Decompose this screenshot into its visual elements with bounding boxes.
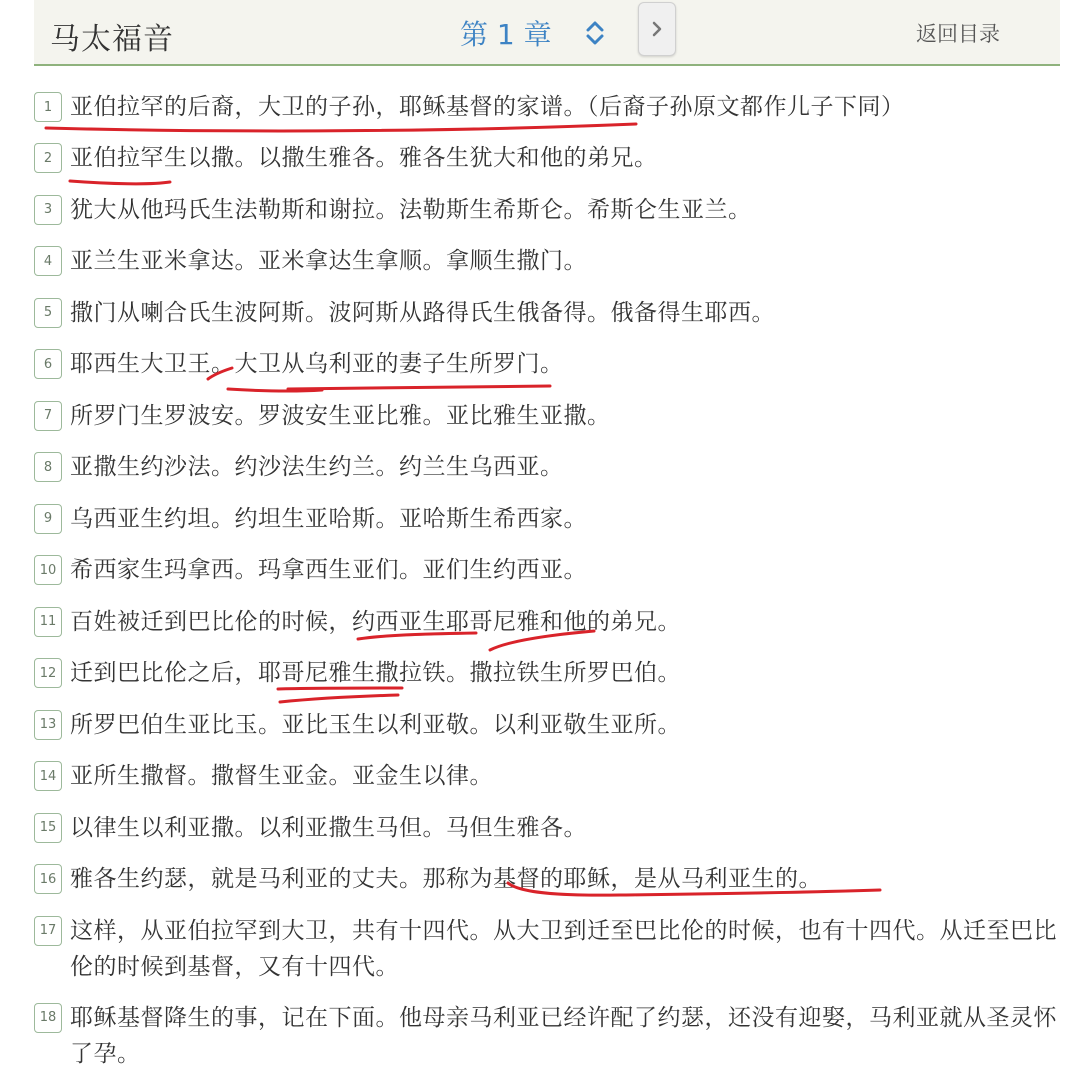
verse-row bbox=[34, 391, 1060, 443]
verse-text: 这样，从亚伯拉罕到大卫，共有十四代。从大卫到迁至巴比伦的时候，也有十四代。从迁至巴比伦的时候到基督，又有十四代。 bbox=[70, 917, 1057, 980]
return-to-contents-link[interactable]: 返回目录 bbox=[916, 22, 1000, 46]
verse-number[interactable]: 11 bbox=[34, 607, 62, 637]
verse-row bbox=[34, 803, 1060, 855]
verse-row bbox=[34, 545, 1060, 597]
verse-number[interactable]: 15 bbox=[34, 813, 62, 843]
verse-text: 亚兰生亚米拿达。亚米拿达生拿顺。拿顺生撒门。 bbox=[70, 248, 587, 274]
verse-number[interactable]: 1 bbox=[34, 92, 62, 122]
verse-text: 所罗门生罗波安。罗波安生亚比雅。亚比雅生亚撒。 bbox=[70, 402, 611, 429]
verse-text: 耶西生大卫王。大卫从乌利亚的妻子生所罗门。 bbox=[70, 351, 564, 377]
verse-row bbox=[34, 494, 1060, 546]
verse-number[interactable]: 8 bbox=[34, 452, 62, 482]
verse-number[interactable]: 18 bbox=[34, 1003, 62, 1033]
verse-number[interactable]: 14 bbox=[34, 761, 62, 791]
verse-row bbox=[34, 597, 1060, 649]
verse-row bbox=[34, 339, 1060, 391]
verse-number[interactable]: 13 bbox=[34, 710, 62, 740]
chevron-up-down-icon bbox=[584, 18, 606, 48]
verse-row bbox=[34, 288, 1060, 340]
verse-text: 耶稣基督降生的事，记在下面。他母亲马利亚已经许配了约瑟，还没有迎娶，马利亚就从圣灵怀了孕。 bbox=[70, 1004, 1057, 1067]
verse-text: 犹大从他玛氏生法勒斯和谢拉。法勒斯生希斯仑。希斯仑生亚兰。 bbox=[70, 196, 752, 223]
verse-number[interactable]: 6 bbox=[34, 349, 62, 379]
verse-text: 雅各生约瑟，就是马利亚的丈夫。那称为基督的耶稣，是从马利亚生的。 bbox=[70, 866, 822, 892]
verse-number[interactable]: 17 bbox=[34, 916, 62, 946]
verse-row bbox=[34, 133, 1060, 185]
chapter-label: 第 1 章 bbox=[460, 18, 552, 51]
verse-number[interactable]: 5 bbox=[34, 298, 62, 328]
verse-number[interactable]: 4 bbox=[34, 246, 62, 276]
verse-row bbox=[34, 751, 1060, 803]
verse-text: 迁到巴比伦之后，耶哥尼雅生撒拉铁。撒拉铁生所罗巴伯。 bbox=[70, 660, 681, 686]
chapter-selector[interactable] bbox=[460, 16, 606, 50]
verse-row bbox=[34, 236, 1060, 288]
verse-number[interactable]: 2 bbox=[34, 143, 62, 173]
verse-text: 百姓被迁到巴比伦的时候，约西亚生耶哥尼雅和他的弟兄。 bbox=[70, 608, 681, 635]
verse-text: 撒门从喇合氏生波阿斯。波阿斯从路得氏生俄备得。俄备得生耶西。 bbox=[70, 299, 775, 326]
verse-row bbox=[34, 185, 1060, 237]
verse-text: 亚撒生约沙法。约沙法生约兰。约兰生乌西亚。 bbox=[70, 454, 564, 480]
verse-text: 希西家生玛拿西。玛拿西生亚们。亚们生约西亚。 bbox=[70, 557, 587, 583]
verse-number[interactable]: 7 bbox=[34, 401, 62, 431]
verse-row bbox=[34, 82, 1060, 133]
verse-row bbox=[34, 700, 1060, 752]
verse-text: 所罗巴伯生亚比玉。亚比玉生以利亚敬。以利亚敬生亚所。 bbox=[70, 711, 681, 738]
next-chapter-button[interactable] bbox=[638, 2, 676, 56]
verse-number[interactable]: 10 bbox=[34, 555, 62, 585]
verse-number[interactable]: 16 bbox=[34, 864, 62, 894]
verse-number[interactable]: 3 bbox=[34, 195, 62, 225]
verse-row bbox=[34, 648, 1060, 700]
book-title: 马太福音 bbox=[50, 22, 174, 57]
verse-row bbox=[34, 906, 1060, 993]
verse-text: 以律生以利亚撒。以利亚撒生马但。马但生雅各。 bbox=[70, 814, 587, 841]
verse-text: 乌西亚生约坦。约坦生亚哈斯。亚哈斯生希西家。 bbox=[70, 505, 587, 532]
verse-number[interactable]: 12 bbox=[34, 658, 62, 688]
verse-row bbox=[34, 854, 1060, 906]
verse-text: 亚所生撒督。撒督生亚金。亚金生以律。 bbox=[70, 763, 493, 789]
chevron-right-icon bbox=[651, 21, 663, 37]
verse-number[interactable]: 9 bbox=[34, 504, 62, 534]
verse-text: 亚伯拉罕生以撒。以撒生雅各。雅各生犹大和他的弟兄。 bbox=[70, 145, 658, 171]
verse-row bbox=[34, 993, 1060, 1079]
verse-text: 亚伯拉罕的后裔，大卫的子孙，耶稣基督的家谱。（后裔子孙原文都作儿子下同） bbox=[70, 94, 905, 120]
verse-list bbox=[34, 82, 1060, 1079]
verse-row bbox=[34, 442, 1060, 494]
header-bar bbox=[34, 0, 1060, 66]
